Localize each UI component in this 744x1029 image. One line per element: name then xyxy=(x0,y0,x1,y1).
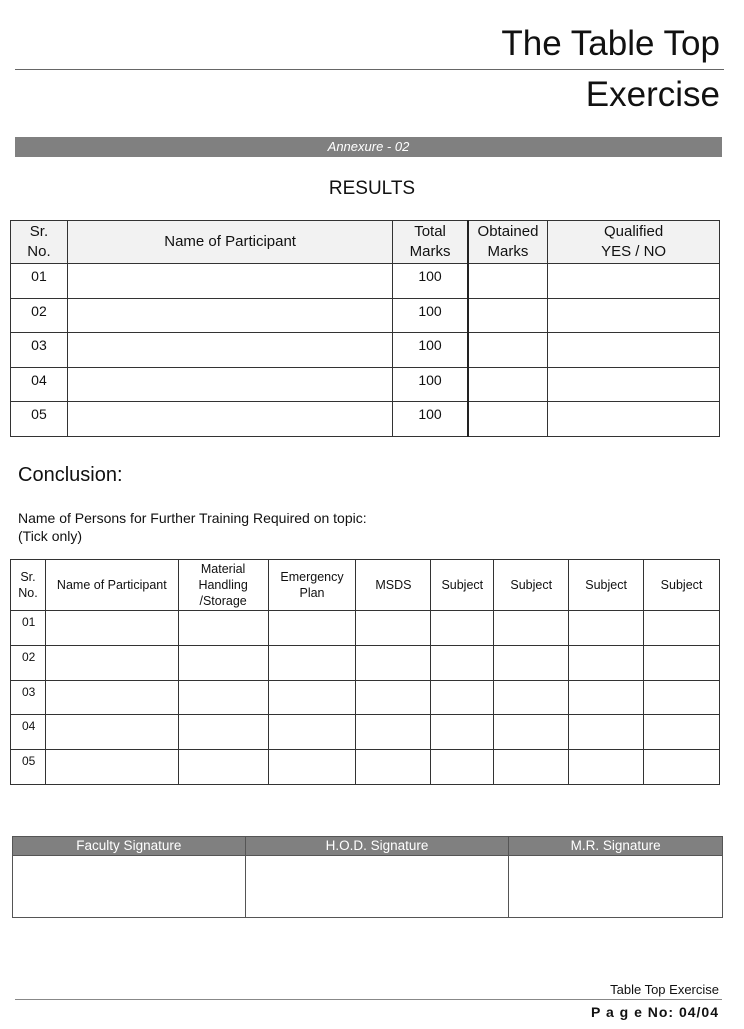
table-row xyxy=(11,264,720,299)
results-col-name: Name of Participant xyxy=(67,221,392,264)
qualified-cell[interactable] xyxy=(548,333,720,368)
tick-cell[interactable] xyxy=(569,611,644,646)
qualified-cell[interactable] xyxy=(548,402,720,437)
document-title-line1: The Table Top xyxy=(501,24,720,63)
results-heading: RESULTS xyxy=(328,178,416,199)
tick-cell[interactable] xyxy=(569,715,644,750)
tick-cell[interactable] xyxy=(268,715,356,750)
page-number: P a g e No: 04/04 xyxy=(590,1004,719,1020)
qualified-cell[interactable] xyxy=(548,264,720,299)
results-col-sr: Sr. No. xyxy=(11,221,68,264)
participant-name-cell[interactable] xyxy=(45,750,178,785)
footer-divider xyxy=(15,999,722,1000)
obtained-marks-cell[interactable] xyxy=(468,333,548,368)
faculty-signature-label: Faculty Signature xyxy=(13,837,246,856)
tick-cell[interactable] xyxy=(644,715,720,750)
training-sr-cell: 04 xyxy=(11,715,46,750)
table-row xyxy=(11,611,720,646)
training-sr-cell: 05 xyxy=(11,750,46,785)
tick-cell[interactable] xyxy=(178,750,268,785)
tick-cell[interactable] xyxy=(268,680,356,715)
obtained-marks-cell[interactable] xyxy=(468,264,548,299)
total-marks-cell: 100 xyxy=(393,298,468,333)
tick-cell[interactable] xyxy=(268,750,356,785)
further-training-note xyxy=(18,509,367,545)
tick-cell[interactable] xyxy=(268,645,356,680)
tick-cell[interactable] xyxy=(356,645,431,680)
training-col-subject: Subject xyxy=(644,560,720,611)
tick-cell[interactable] xyxy=(569,680,644,715)
training-sr-cell: 02 xyxy=(11,645,46,680)
tick-cell[interactable] xyxy=(178,645,268,680)
participant-name-cell[interactable] xyxy=(45,645,178,680)
participant-name-cell[interactable] xyxy=(67,264,392,299)
obtained-marks-cell[interactable] xyxy=(468,298,548,333)
tick-cell[interactable] xyxy=(268,611,356,646)
tick-cell[interactable] xyxy=(356,611,431,646)
tick-cell[interactable] xyxy=(494,680,569,715)
training-sr-cell: 03 xyxy=(11,680,46,715)
tick-cell[interactable] xyxy=(494,611,569,646)
tick-cell[interactable] xyxy=(178,715,268,750)
participant-name-cell[interactable] xyxy=(67,333,392,368)
results-sr-cell: 03 xyxy=(11,333,68,368)
results-col-qualified: Qualified YES / NO xyxy=(548,221,720,264)
participant-name-cell[interactable] xyxy=(67,298,392,333)
tick-cell[interactable] xyxy=(644,680,720,715)
tick-cell[interactable] xyxy=(178,680,268,715)
table-row xyxy=(11,715,720,750)
total-marks-cell: 100 xyxy=(393,264,468,299)
tick-cell[interactable] xyxy=(356,715,431,750)
table-row xyxy=(11,645,720,680)
training-table xyxy=(10,559,720,785)
tick-cell[interactable] xyxy=(431,611,494,646)
results-sr-cell: 02 xyxy=(11,298,68,333)
tick-cell[interactable] xyxy=(356,680,431,715)
tick-cell[interactable] xyxy=(644,750,720,785)
title-divider xyxy=(15,69,724,70)
table-row xyxy=(11,298,720,333)
tick-cell[interactable] xyxy=(644,611,720,646)
tick-cell[interactable] xyxy=(644,645,720,680)
training-col-msds: MSDS xyxy=(356,560,431,611)
qualified-cell[interactable] xyxy=(548,298,720,333)
signature-row xyxy=(13,856,723,918)
signature-header-row xyxy=(13,837,723,856)
annexure-bar: Annexure - 02 xyxy=(15,137,722,157)
total-marks-cell: 100 xyxy=(393,333,468,368)
participant-name-cell[interactable] xyxy=(45,715,178,750)
tick-cell[interactable] xyxy=(494,715,569,750)
tick-cell[interactable] xyxy=(431,680,494,715)
mr-signature-box[interactable] xyxy=(509,856,723,918)
tick-cell[interactable] xyxy=(569,750,644,785)
obtained-marks-cell[interactable] xyxy=(468,402,548,437)
training-sr-cell: 01 xyxy=(11,611,46,646)
table-row xyxy=(11,402,720,437)
table-row xyxy=(11,367,720,402)
total-marks-cell: 100 xyxy=(393,402,468,437)
obtained-marks-cell[interactable] xyxy=(468,367,548,402)
tick-cell[interactable] xyxy=(178,611,268,646)
tick-cell[interactable] xyxy=(356,750,431,785)
hod-signature-box[interactable] xyxy=(245,856,509,918)
training-col-subject: Subject xyxy=(569,560,644,611)
tick-cell[interactable] xyxy=(569,645,644,680)
results-sr-cell: 04 xyxy=(11,367,68,402)
further-training-line2: (Tick only) xyxy=(18,528,83,544)
results-header-row xyxy=(11,221,720,264)
training-col-subject: Subject xyxy=(494,560,569,611)
tick-cell[interactable] xyxy=(494,750,569,785)
mr-signature-label: M.R. Signature xyxy=(509,837,723,856)
tick-cell[interactable] xyxy=(431,645,494,680)
table-row xyxy=(11,680,720,715)
training-col-name: Name of Participant xyxy=(45,560,178,611)
tick-cell[interactable] xyxy=(494,645,569,680)
signature-table xyxy=(12,836,723,918)
tick-cell[interactable] xyxy=(431,750,494,785)
participant-name-cell[interactable] xyxy=(45,611,178,646)
tick-cell[interactable] xyxy=(431,715,494,750)
results-col-obtained: Obtained Marks xyxy=(468,221,548,264)
training-col-subject: Subject xyxy=(431,560,494,611)
qualified-cell[interactable] xyxy=(548,367,720,402)
results-col-total: Total Marks xyxy=(393,221,468,264)
results-table xyxy=(10,220,720,437)
participant-name-cell[interactable] xyxy=(67,367,392,402)
training-col-material: Material Handling /Storage xyxy=(178,560,268,611)
participant-name-cell[interactable] xyxy=(67,402,392,437)
table-row xyxy=(11,750,720,785)
training-col-emergency: Emergency Plan xyxy=(268,560,356,611)
results-sr-cell: 05 xyxy=(11,402,68,437)
hod-signature-label: H.O.D. Signature xyxy=(245,837,509,856)
participant-name-cell[interactable] xyxy=(45,680,178,715)
results-sr-cell: 01 xyxy=(11,264,68,299)
faculty-signature-box[interactable] xyxy=(13,856,246,918)
training-header-row xyxy=(11,560,720,611)
table-row xyxy=(11,333,720,368)
total-marks-cell: 100 xyxy=(393,367,468,402)
further-training-line1: Name of Persons for Further Training Required on topic: xyxy=(18,510,367,526)
footer-document-label: Table Top Exercise xyxy=(610,982,719,997)
document-title-line2: Exercise xyxy=(585,75,720,114)
conclusion-heading: Conclusion: xyxy=(18,464,123,486)
training-col-sr: Sr. No. xyxy=(11,560,46,611)
